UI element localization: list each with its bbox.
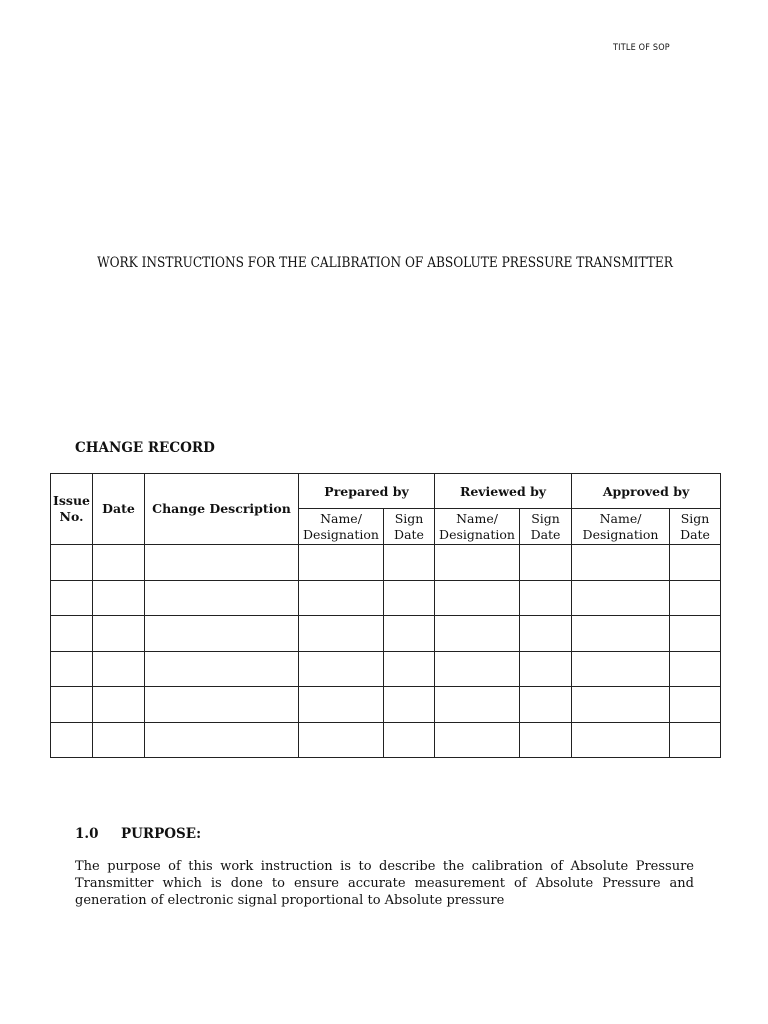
table-cell[interactable]	[520, 580, 572, 616]
table-cell[interactable]	[670, 545, 721, 581]
table-cell[interactable]	[435, 580, 520, 616]
table-cell[interactable]	[435, 545, 520, 581]
table-cell[interactable]	[93, 687, 145, 723]
table-cell[interactable]	[435, 687, 520, 723]
table-cell[interactable]	[93, 722, 145, 758]
subheader-sign-date: Sign Date	[384, 509, 435, 545]
table-cell[interactable]	[670, 616, 721, 652]
table-cell[interactable]	[520, 651, 572, 687]
table-cell[interactable]	[51, 580, 93, 616]
purpose-text: The purpose of this work instruction is to describe the calibration of Absolute Pressure Transmitter which is done to ensure accurate measurement of Absolute Pressure and generation of electronic signal proportional to Absolute pressure	[75, 859, 694, 908]
table-cell[interactable]	[384, 687, 435, 723]
table-cell[interactable]	[299, 722, 384, 758]
table-row	[51, 651, 721, 687]
header-reviewed-by: Reviewed by	[435, 474, 572, 509]
table-cell[interactable]	[93, 651, 145, 687]
table-cell[interactable]	[145, 616, 299, 652]
document-title: WORK INSTRUCTIONS FOR THE CALIBRATION OF ABSOLUTE PRESSURE TRANSMITTER	[97, 255, 673, 271]
table-cell[interactable]	[572, 580, 670, 616]
table-row	[51, 722, 721, 758]
table-cell[interactable]	[435, 722, 520, 758]
table-cell[interactable]	[572, 722, 670, 758]
subheader-sign-date: Sign Date	[520, 509, 572, 545]
table-cell[interactable]	[93, 616, 145, 652]
table-cell[interactable]	[384, 545, 435, 581]
header-approved-by: Approved by	[572, 474, 721, 509]
table-cell[interactable]	[51, 687, 93, 723]
header-issue-no: Issue No.	[51, 474, 93, 545]
table-cell[interactable]	[572, 687, 670, 723]
table-cell[interactable]	[51, 545, 93, 581]
table-cell[interactable]	[93, 545, 145, 581]
sop-title-header: TITLE OF SOP	[613, 43, 670, 53]
purpose-section-number: 1.0	[75, 826, 99, 842]
header-prepared-by: Prepared by	[299, 474, 435, 509]
subheader-name-designation: Name/ Designation	[572, 509, 670, 545]
table-row	[51, 545, 721, 581]
table-cell[interactable]	[435, 651, 520, 687]
table-cell[interactable]	[435, 616, 520, 652]
table-cell[interactable]	[93, 580, 145, 616]
table-cell[interactable]	[145, 687, 299, 723]
table-row	[51, 687, 721, 723]
table-cell[interactable]	[670, 580, 721, 616]
table-cell[interactable]	[299, 616, 384, 652]
header-change-description: Change Description	[145, 474, 299, 545]
table-cell[interactable]	[299, 580, 384, 616]
table-cell[interactable]	[51, 722, 93, 758]
table-cell[interactable]	[51, 616, 93, 652]
table-cell[interactable]	[384, 616, 435, 652]
table-cell[interactable]	[384, 580, 435, 616]
table-cell[interactable]	[520, 687, 572, 723]
purpose-heading	[75, 826, 201, 842]
table-cell[interactable]	[520, 545, 572, 581]
table-cell[interactable]	[572, 651, 670, 687]
change-record-table	[50, 473, 721, 758]
table-cell[interactable]	[299, 545, 384, 581]
subheader-sign-date: Sign Date	[670, 509, 721, 545]
table-cell[interactable]	[145, 722, 299, 758]
change-record-heading: CHANGE RECORD	[75, 440, 215, 456]
table-cell[interactable]	[520, 616, 572, 652]
table-row	[51, 580, 721, 616]
table-cell[interactable]	[572, 545, 670, 581]
table-row	[51, 616, 721, 652]
subheader-name-designation: Name/ Designation	[299, 509, 384, 545]
table-cell[interactable]	[384, 651, 435, 687]
table-cell[interactable]	[670, 651, 721, 687]
table-cell[interactable]	[145, 545, 299, 581]
table-cell[interactable]	[299, 687, 384, 723]
table-cell[interactable]	[572, 616, 670, 652]
table-cell[interactable]	[51, 651, 93, 687]
table-cell[interactable]	[670, 722, 721, 758]
purpose-section-title: PURPOSE:	[121, 826, 202, 842]
table-cell[interactable]	[145, 580, 299, 616]
table-cell[interactable]	[145, 651, 299, 687]
table-cell[interactable]	[520, 722, 572, 758]
subheader-name-designation: Name/ Designation	[435, 509, 520, 545]
change-record-rows	[51, 545, 721, 758]
table-cell[interactable]	[670, 687, 721, 723]
table-cell[interactable]	[384, 722, 435, 758]
table-cell[interactable]	[299, 651, 384, 687]
header-date: Date	[93, 474, 145, 545]
